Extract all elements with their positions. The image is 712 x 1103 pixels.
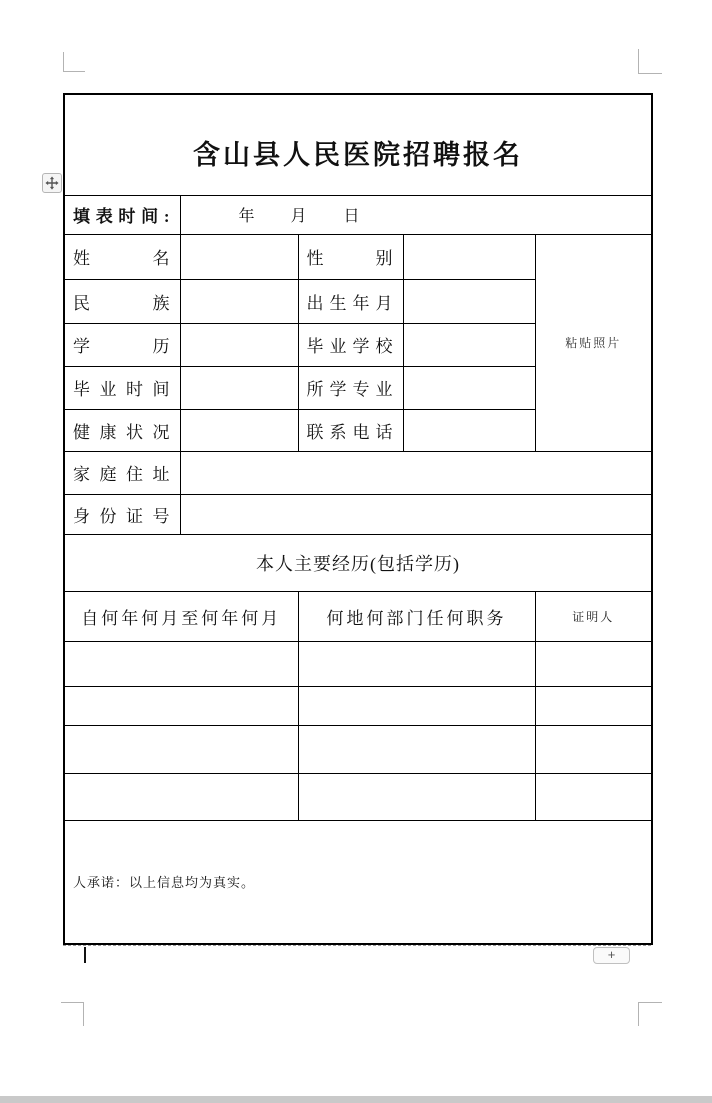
pledge-cell[interactable] (64, 820, 652, 944)
gender-label: 性别 (298, 234, 403, 279)
experience-period-cell-3[interactable] (64, 725, 298, 773)
recruitment-form-table (63, 93, 653, 945)
experience-position-cell-2[interactable] (298, 686, 535, 725)
graduation-time-label: 毕业时间 (64, 366, 180, 409)
text-boundary-dashed-line (63, 945, 651, 946)
experience-section-title: 本人主要经历(包括学历) (64, 534, 652, 591)
experience-position-cell-1[interactable] (298, 641, 535, 686)
birthdate-label: 出生年月 (298, 279, 403, 323)
experience-position-cell-4[interactable] (298, 773, 535, 820)
school-label: 毕业学校 (298, 323, 403, 366)
experience-witness-cell-2[interactable] (535, 686, 652, 725)
month-label: 月 (290, 208, 307, 225)
experience-witness-cell-3[interactable] (535, 725, 652, 773)
pledge-text: 人承诺：以上信息均为真实。 (73, 875, 256, 891)
name-input-cell[interactable] (180, 234, 298, 279)
experience-period-cell-2[interactable] (64, 686, 298, 725)
text-boundary-mark-bottom-left (61, 1002, 84, 1026)
school-input-cell[interactable] (403, 323, 535, 366)
experience-period-cell-4[interactable] (64, 773, 298, 820)
experience-period-header: 自何年何月至何年何月 (64, 591, 298, 641)
address-input-cell[interactable] (180, 451, 652, 494)
text-boundary-mark-top-right (638, 49, 662, 74)
page-gap-strip (0, 1096, 712, 1103)
experience-witness-cell-4[interactable] (535, 773, 652, 820)
birthdate-input-cell[interactable] (403, 279, 535, 323)
text-boundary-mark-bottom-right (638, 1002, 662, 1026)
ethnicity-label: 民族 (64, 279, 180, 323)
education-label: 学历 (64, 323, 180, 366)
graduation-time-input-cell[interactable] (180, 366, 298, 409)
text-caret (84, 947, 86, 963)
ethnicity-input-cell[interactable] (180, 279, 298, 323)
phone-input-cell[interactable] (403, 409, 535, 451)
name-label: 姓名 (64, 234, 180, 279)
experience-position-header: 何地何部门任何职务 (298, 591, 535, 641)
education-input-cell[interactable] (180, 323, 298, 366)
text-boundary-mark-top-left (63, 52, 85, 72)
experience-position-cell-3[interactable] (298, 725, 535, 773)
photo-paste-cell[interactable]: 粘贴照片 (535, 234, 652, 451)
experience-witness-header: 证明人 (535, 591, 652, 641)
day-label: 日 (343, 208, 360, 225)
id-number-input-cell[interactable] (180, 494, 652, 534)
phone-label: 联系电话 (298, 409, 403, 451)
major-label: 所学专业 (298, 366, 403, 409)
id-number-label: 身份证号 (64, 494, 180, 534)
year-label: 年 (238, 208, 255, 225)
gender-input-cell[interactable] (403, 234, 535, 279)
move-icon (45, 176, 59, 190)
fill-time-value-cell[interactable] (180, 195, 652, 234)
experience-period-cell-1[interactable] (64, 641, 298, 686)
health-label: 健康状况 (64, 409, 180, 451)
add-page-button[interactable]: + (593, 947, 630, 964)
form-title: 含山县人民医院招聘报名 (64, 94, 652, 195)
address-label: 家庭住址 (64, 451, 180, 494)
experience-witness-cell-1[interactable] (535, 641, 652, 686)
table-move-handle[interactable] (42, 173, 62, 193)
health-input-cell[interactable] (180, 409, 298, 451)
major-input-cell[interactable] (403, 366, 535, 409)
fill-time-label: 填表时间: (64, 195, 180, 234)
